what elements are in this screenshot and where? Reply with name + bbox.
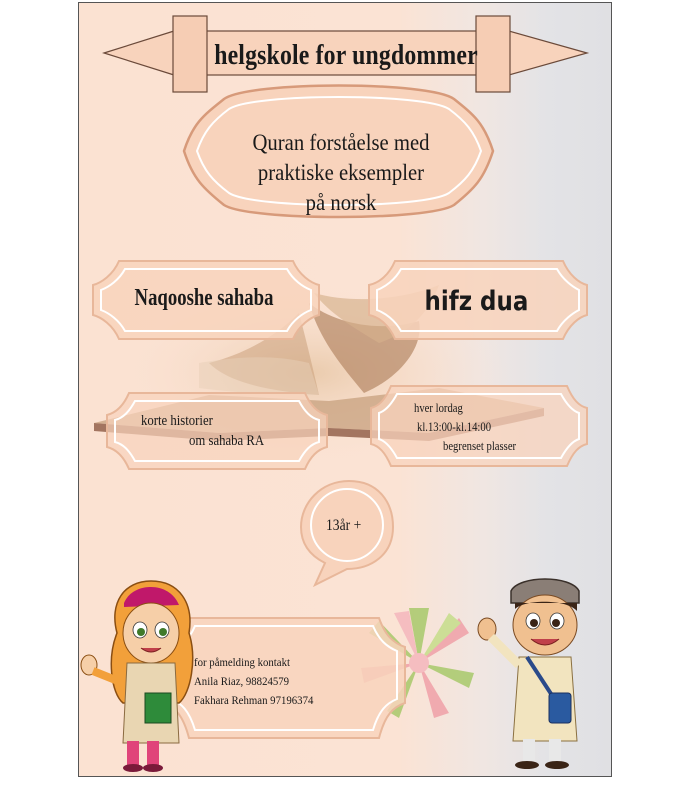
main-line-1: Quran forståelse med xyxy=(252,130,430,155)
girl-character-image xyxy=(81,581,193,772)
right-info-line-3: begrenset plasser xyxy=(443,438,517,453)
left-badge-label: Naqooshe sahaba xyxy=(134,285,274,311)
right-badge-label: hifz dua xyxy=(424,286,529,317)
flyer-artwork xyxy=(79,3,612,777)
contact-line-1: for påmelding kontakt xyxy=(194,655,290,669)
boy-character-image xyxy=(478,579,579,769)
main-line-2: praktiske eksempler xyxy=(257,160,425,185)
main-line-3: på norsk xyxy=(305,190,377,215)
right-info-line-2: kl.13:00-kl.14:00 xyxy=(417,419,492,434)
right-info-line-1: hver lordag xyxy=(414,400,463,415)
left-info-line-2: om sahaba RA xyxy=(189,433,265,449)
left-info-line-1: korte historier xyxy=(141,413,213,429)
banner-title: helgskole for ungdommer xyxy=(214,39,478,71)
flyer xyxy=(78,2,612,777)
contact-line-3: Fakhara Rehman 97196374 xyxy=(194,693,314,707)
age-label: 13år + xyxy=(326,517,362,534)
left-info-frame xyxy=(107,393,327,469)
contact-line-2: Anila Riaz, 98824579 xyxy=(194,674,290,688)
